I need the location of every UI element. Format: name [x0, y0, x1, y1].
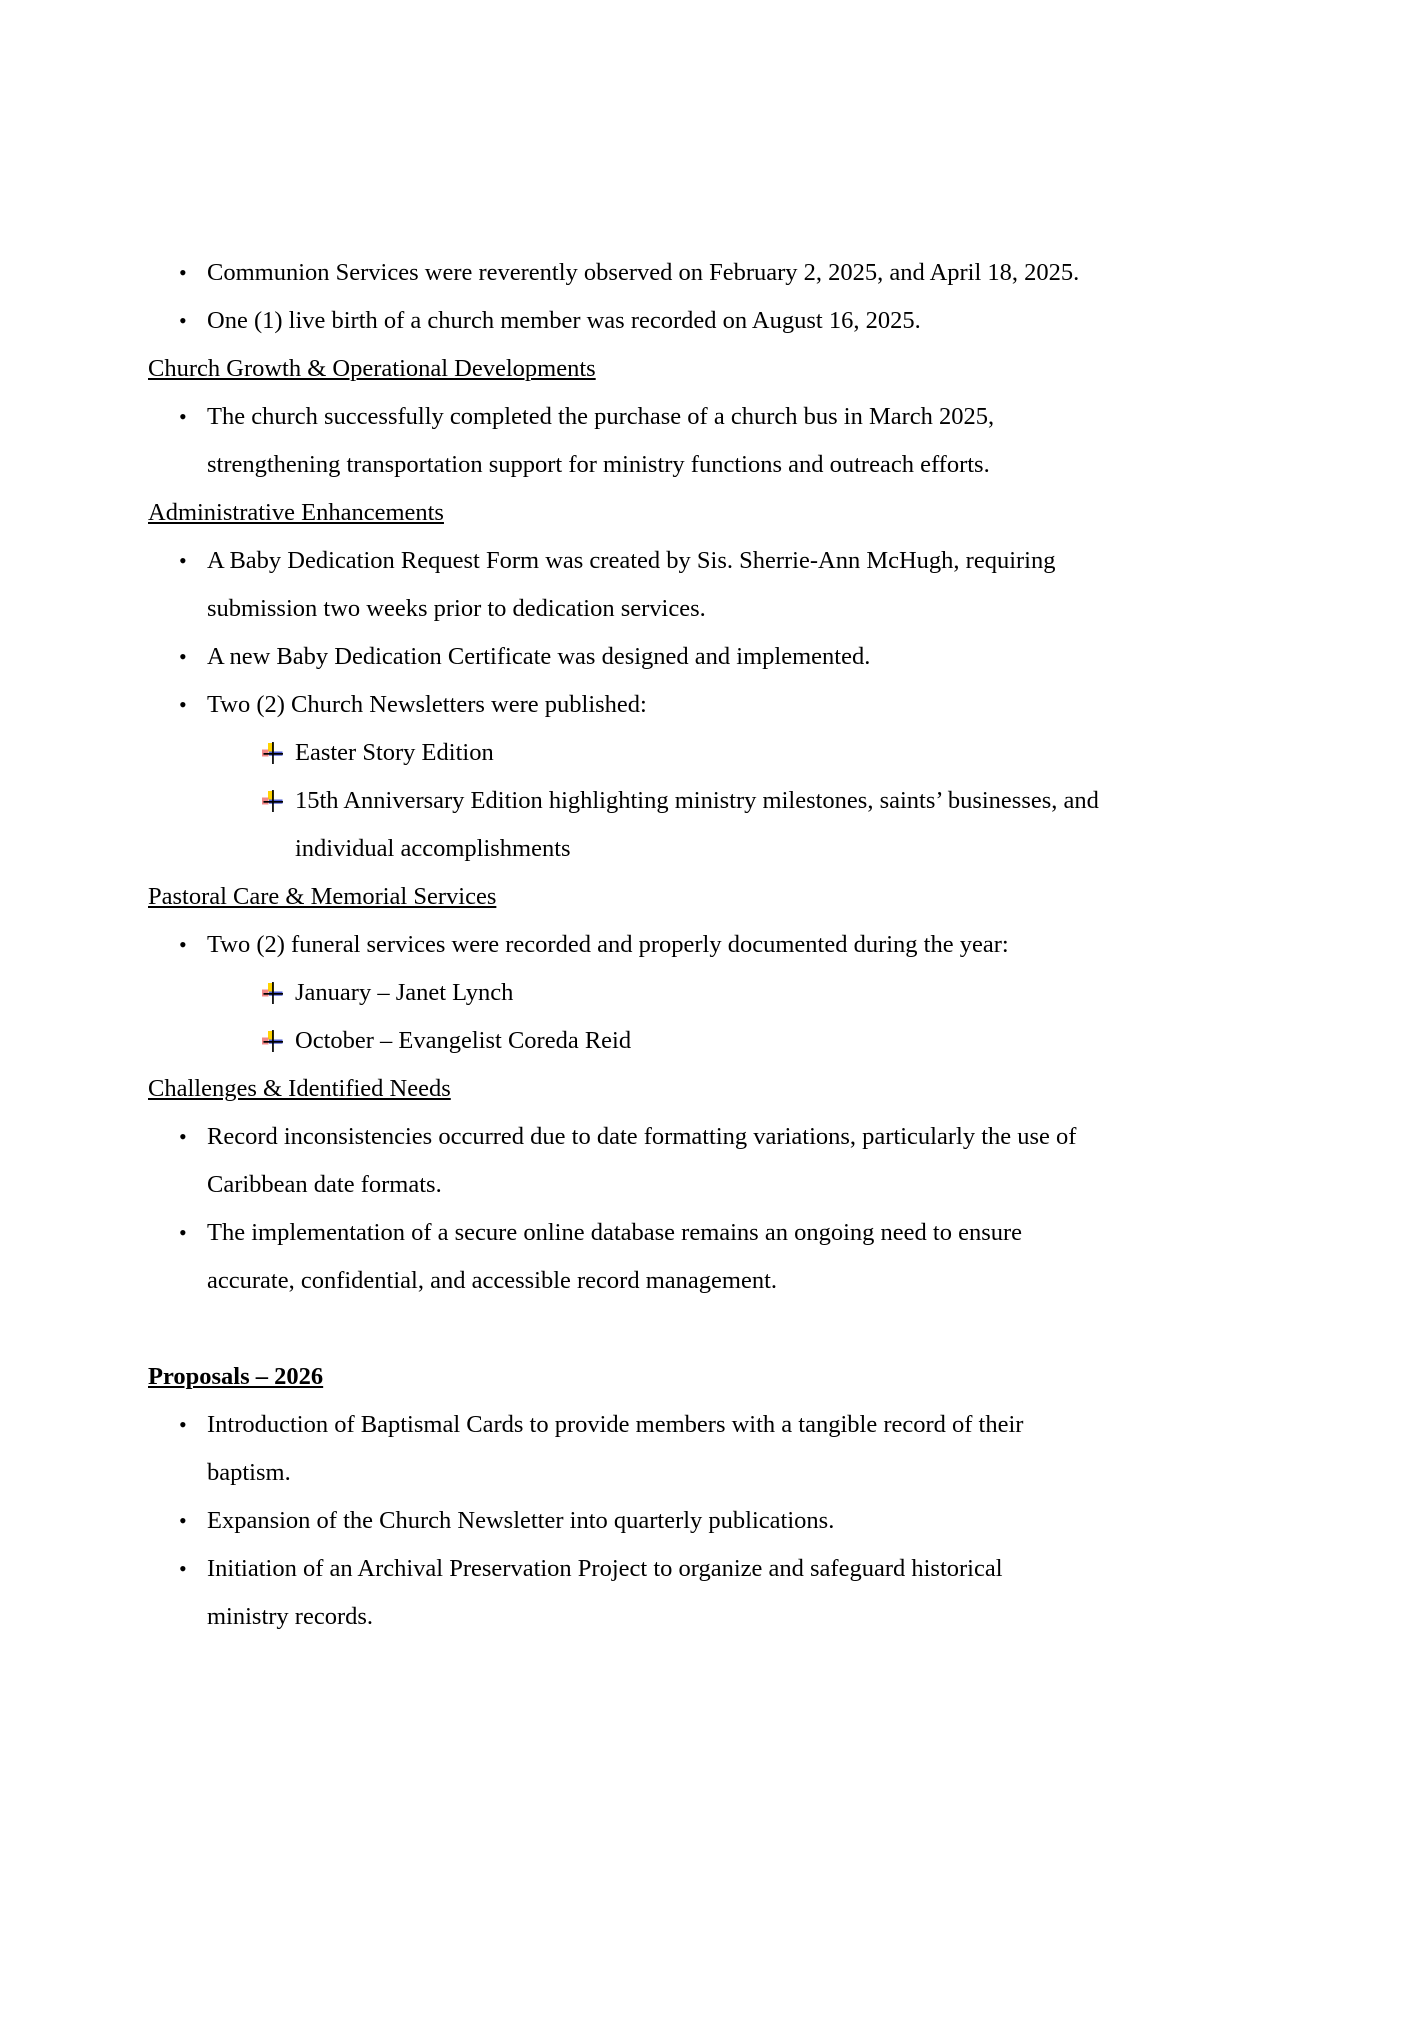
sub-bullet-item: [261, 969, 1338, 1017]
sub-bullet-text-line: 15th Anniversary Edition highlighting ministry milestones, saints’ businesses, and: [295, 787, 1099, 814]
dot-bullet-icon: •: [179, 1508, 187, 1533]
bullet-item: [148, 393, 1338, 489]
bullet-item: [148, 681, 1338, 729]
bullet-text-line: Caribbean date formats.: [207, 1171, 442, 1198]
dot-bullet-icon: •: [179, 692, 187, 717]
dot-bullet-icon: •: [179, 260, 187, 285]
sub-bullet-item: [261, 777, 1338, 873]
bullet-text-line: A new Baby Dedication Certificate was designed and implemented.: [207, 643, 871, 670]
bullet-item: [148, 297, 1338, 345]
bullet-item: [148, 249, 1338, 297]
sub-bullet-text-line: October – Evangelist Coreda Reid: [295, 1027, 632, 1054]
bullet-text-line: Two (2) Church Newsletters were published:: [207, 691, 647, 718]
bullet-text-line: Communion Services were reverently observed on February 2, 2025, and April 18, 2025.: [207, 259, 1080, 286]
wingdings-cross-bullet-icon: [261, 969, 295, 1017]
bullet-item: [148, 633, 1338, 681]
dot-bullet-icon: •: [179, 404, 187, 429]
bullet-item: [148, 1401, 1338, 1497]
dot-bullet-icon: •: [179, 932, 187, 957]
bullet-text-line: Expansion of the Church Newsletter into quarterly publications.: [207, 1507, 835, 1534]
bullet-text-line: Two (2) funeral services were recorded and properly documented during the year:: [207, 931, 1009, 958]
bullet-text-line: baptism.: [207, 1459, 291, 1486]
bullet-text-line: The implementation of a secure online database remains an ongoing need to ensure: [207, 1219, 1023, 1246]
bullet-text-line: Record inconsistencies occurred due to date formatting variations, particularly the use of: [207, 1123, 1077, 1150]
bullet-text-line: accurate, confidential, and accessible record management.: [207, 1267, 778, 1294]
bullet-text-line: submission two weeks prior to dedication services.: [207, 595, 706, 622]
dot-bullet-icon: •: [179, 1124, 187, 1149]
bullet-item: [148, 1545, 1338, 1641]
bullet-text-line: One (1) live birth of a church member was recorded on August 16, 2025.: [207, 307, 921, 334]
sub-bullet-item: [261, 1017, 1338, 1065]
bullet-item: [148, 1497, 1338, 1545]
bullet-text-line: Initiation of an Archival Preservation Project to organize and safeguard historical: [207, 1555, 1003, 1582]
dot-bullet-icon: •: [179, 1556, 187, 1581]
dot-bullet-icon: •: [179, 1220, 187, 1245]
section-heading-church-growth: Church Growth & Operational Developments: [148, 355, 596, 382]
section-heading-administrative: Administrative Enhancements: [148, 499, 444, 526]
bullet-item: [148, 537, 1338, 633]
section-heading-pastoral-care: Pastoral Care & Memorial Services: [148, 883, 497, 910]
bullet-text-line: ministry records.: [207, 1603, 374, 1630]
section-heading-challenges: Challenges & Identified Needs: [148, 1075, 451, 1102]
bullet-text-line: The church successfully completed the purchase of a church bus in March 2025,: [207, 403, 995, 430]
bullet-text-line: A Baby Dedication Request Form was created by Sis. Sherrie-Ann McHugh, requiring: [207, 547, 1056, 574]
dot-bullet-icon: •: [179, 308, 187, 333]
dot-bullet-icon: •: [179, 548, 187, 573]
section-heading-proposals-2026: Proposals – 2026: [148, 1363, 324, 1390]
dot-bullet-icon: •: [179, 644, 187, 669]
wingdings-cross-bullet-icon: [261, 777, 295, 825]
bullet-item: [148, 921, 1338, 969]
sub-bullet-text-line: Easter Story Edition: [295, 739, 494, 766]
bullet-item: [148, 1113, 1338, 1209]
bullet-item: [148, 1209, 1338, 1305]
sub-bullet-text-line: individual accomplishments: [295, 835, 571, 862]
wingdings-cross-bullet-icon: [261, 729, 295, 777]
dot-bullet-icon: •: [179, 1412, 187, 1437]
bullet-text-line: strengthening transportation support for ministry functions and outreach efforts.: [207, 451, 990, 478]
sub-bullet-item: [261, 729, 1338, 777]
sub-bullet-text-line: January – Janet Lynch: [295, 979, 514, 1006]
bullet-text-line: Introduction of Baptismal Cards to provide members with a tangible record of their: [207, 1411, 1024, 1438]
wingdings-cross-bullet-icon: [261, 1017, 295, 1065]
